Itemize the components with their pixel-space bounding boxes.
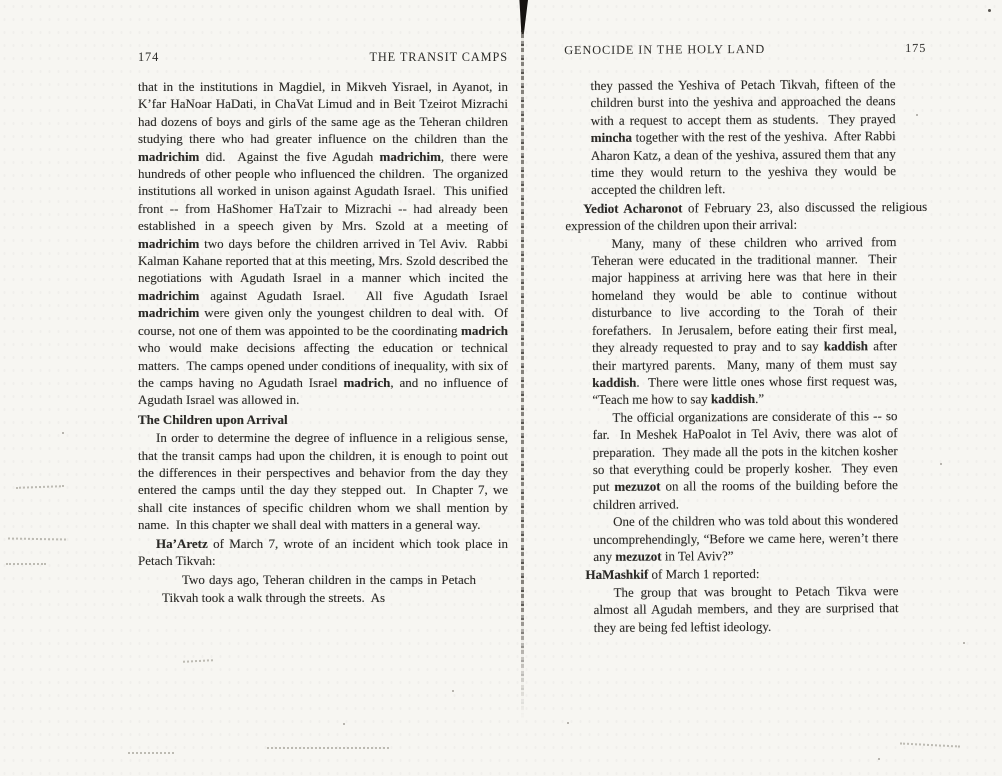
bold-text-run: madrich — [343, 374, 391, 390]
bold-text-run: Yediot Acharonot — [583, 200, 683, 216]
text-run: against Agudath Israel. All five Agudath Israel — [199, 287, 512, 303]
page-number-right: 175 — [905, 40, 927, 56]
text-run: they passed the Yeshiva of Petach Tikvah, fifteen of the children burst into the yeshiva and approached the deans with a request to accept them as students. They prayed — [590, 76, 899, 128]
text-run: that in the institutions in Magdiel, in Mikveh Yisrael, in Ayanot, in K’far HaNoar HaDati, in ChaVat Limud and in Beit Tzeirot Mizrachi had dozens of boys and girls of the same age as the Teheran children studying there who had greater influence on the children than the — [138, 79, 512, 147]
bold-text-run: madrichim — [138, 305, 200, 321]
bold-text-run: madrichim — [138, 287, 200, 303]
paragraph — [138, 78, 512, 409]
block-quote — [593, 511, 902, 565]
text-run: were given only the youngest children to deal with. Of course, not one of them was appointed to be the coordinating — [138, 305, 512, 338]
block-quote — [593, 582, 902, 636]
bold-text-run: madrich — [461, 322, 508, 338]
page-right-body — [564, 75, 929, 636]
block-quote — [590, 75, 900, 199]
paragraph — [567, 564, 929, 584]
noise-speck — [452, 690, 454, 692]
paragraph — [138, 535, 512, 570]
page-right-header — [564, 41, 926, 58]
noise-speck — [62, 432, 64, 434]
page-left — [138, 50, 512, 606]
text-run: , there were hundreds of other people who influenced the children. The organized institutions all worked in unison against Agudath Israel. This unified front -- from HaShomer HaTzair to Mizrachi -- had already been established in a speech given by Mrs. Szold at a meeting of — [138, 148, 512, 234]
text-run: together with the rest of the yeshiva. After Rabbi Aharon Katz, a dean of the yeshiva, assured them that any time they would return to the yeshiva they would be accepted the children left. — [590, 128, 900, 198]
page-right — [564, 41, 930, 636]
text-run: after their martyred parents. Many, many of them must say — [592, 338, 901, 373]
bold-text-run: kaddish — [710, 391, 756, 407]
bold-text-run: kaddish — [823, 338, 869, 354]
bold-text-run: mezuzot — [615, 548, 662, 564]
bold-text-run: Ha’Aretz — [156, 535, 208, 551]
noise-speck — [940, 463, 942, 465]
text-run: of March 1 reported: — [648, 566, 760, 582]
text-run: The group that was brought to Petach Tikva were almost all Agudah members, and they are surprised that they are being fed leftist ideology. — [593, 582, 902, 635]
text-run: Two days ago, Teheran children in the camps in Petach Tikvah took a walk through the streets. As — [162, 572, 480, 605]
running-header-left: THE TRANSIT CAMPS — [369, 50, 508, 64]
block-quote — [591, 233, 901, 409]
noise-speck — [6, 563, 46, 565]
noise-speck — [128, 752, 174, 754]
binding-gutter-line — [521, 30, 524, 726]
noise-speck — [567, 722, 569, 724]
bold-text-run: mezuzot — [614, 478, 661, 495]
binding-shadow-top — [517, 0, 528, 34]
text-run: who would make decisions affecting the education or technical matters. The camps opened under conditions of inequality, with six of the camps having no Agudath Israel — [138, 322, 512, 390]
text-run: The official organizations are considerate of this -- so far. In Meshek HaPoalot in Tel Aviv, there was alot of preparation. They made all the pots in the kitchen kosher so that everything could be properly kosher. They even put — [592, 407, 902, 495]
text-run: One of the children who was told about this wondered uncomprehendingly, “Before we came here, weren’t there any — [593, 512, 902, 564]
noise-speck — [988, 9, 991, 12]
bold-text-run: madrichim — [379, 148, 441, 164]
paragraph — [565, 198, 931, 235]
page-left-header — [138, 50, 508, 65]
text-run: .” — [754, 391, 765, 407]
paragraph — [138, 429, 512, 533]
bold-text-run: HaMashkif — [585, 566, 649, 583]
text-run: , and no influence of Agudath Israel was allowed in. — [138, 374, 511, 408]
noise-speck — [900, 742, 960, 747]
block-quote — [592, 407, 902, 513]
noise-speck — [916, 114, 918, 116]
bold-text-run: madrichim — [138, 148, 200, 164]
block-quote — [162, 571, 480, 606]
noise-speck — [878, 758, 880, 760]
text-run: two days before the children arrived in Tel Aviv. Rabbi Kalman Kahane reported that at this meeting, Mrs. Szold described the negotiations with Agudath Israel in a manner which incited the — [138, 235, 512, 286]
noise-speck — [963, 642, 965, 644]
noise-speck — [16, 485, 64, 489]
noise-speck — [183, 659, 213, 663]
text-run: of March 7, wrote of an incident which took place in Petach Tikvah: — [138, 535, 512, 568]
text-run: did. Against the five Agudah — [199, 148, 380, 164]
text-run: Many, many of these children who arrived from Teheran were educated in the traditional manner. Their major happiness at arriving here was that here in their homeland they would be able to continue without disturbance to live according to the Torah of their forefathers. In Jerusalem, before eating their first meal, they already requested to pray and to say — [591, 233, 901, 356]
text-run: of February 23, also discussed the religious expression of the children upon their arrival: — [565, 198, 931, 234]
bold-text-run: madrichim — [138, 235, 200, 251]
bold-text-run: mincha — [590, 129, 632, 146]
text-run: on all the rooms of the building before the children arrived. — [592, 477, 902, 512]
text-run: In order to determine the degree of influence in a religious sense, that the transit camps had upon the children, it is enough to point out the differences in their perspectives and behavior from the day they entered the camps until the day they stepped out. In Chapter 7, we shall cite instances of specific children whom we shall mention by name. In this chapter we shall deal with matters in a general way. — [138, 430, 512, 533]
section-heading — [138, 411, 508, 428]
noise-speck — [8, 537, 66, 540]
text-run: in Tel Aviv?” — [661, 548, 734, 564]
noise-speck — [343, 723, 345, 725]
noise-speck — [267, 747, 389, 749]
bold-text-run: kaddish — [592, 374, 637, 390]
bold-text-run: The Children upon Arrival — [138, 411, 288, 427]
text-run: . There were little ones whose first request was, “Teach me how to say — [592, 372, 901, 408]
page-left-body — [138, 78, 512, 606]
running-header-right: GENOCIDE IN THE HOLY LAND — [564, 41, 766, 58]
page-number-left: 174 — [138, 50, 160, 64]
